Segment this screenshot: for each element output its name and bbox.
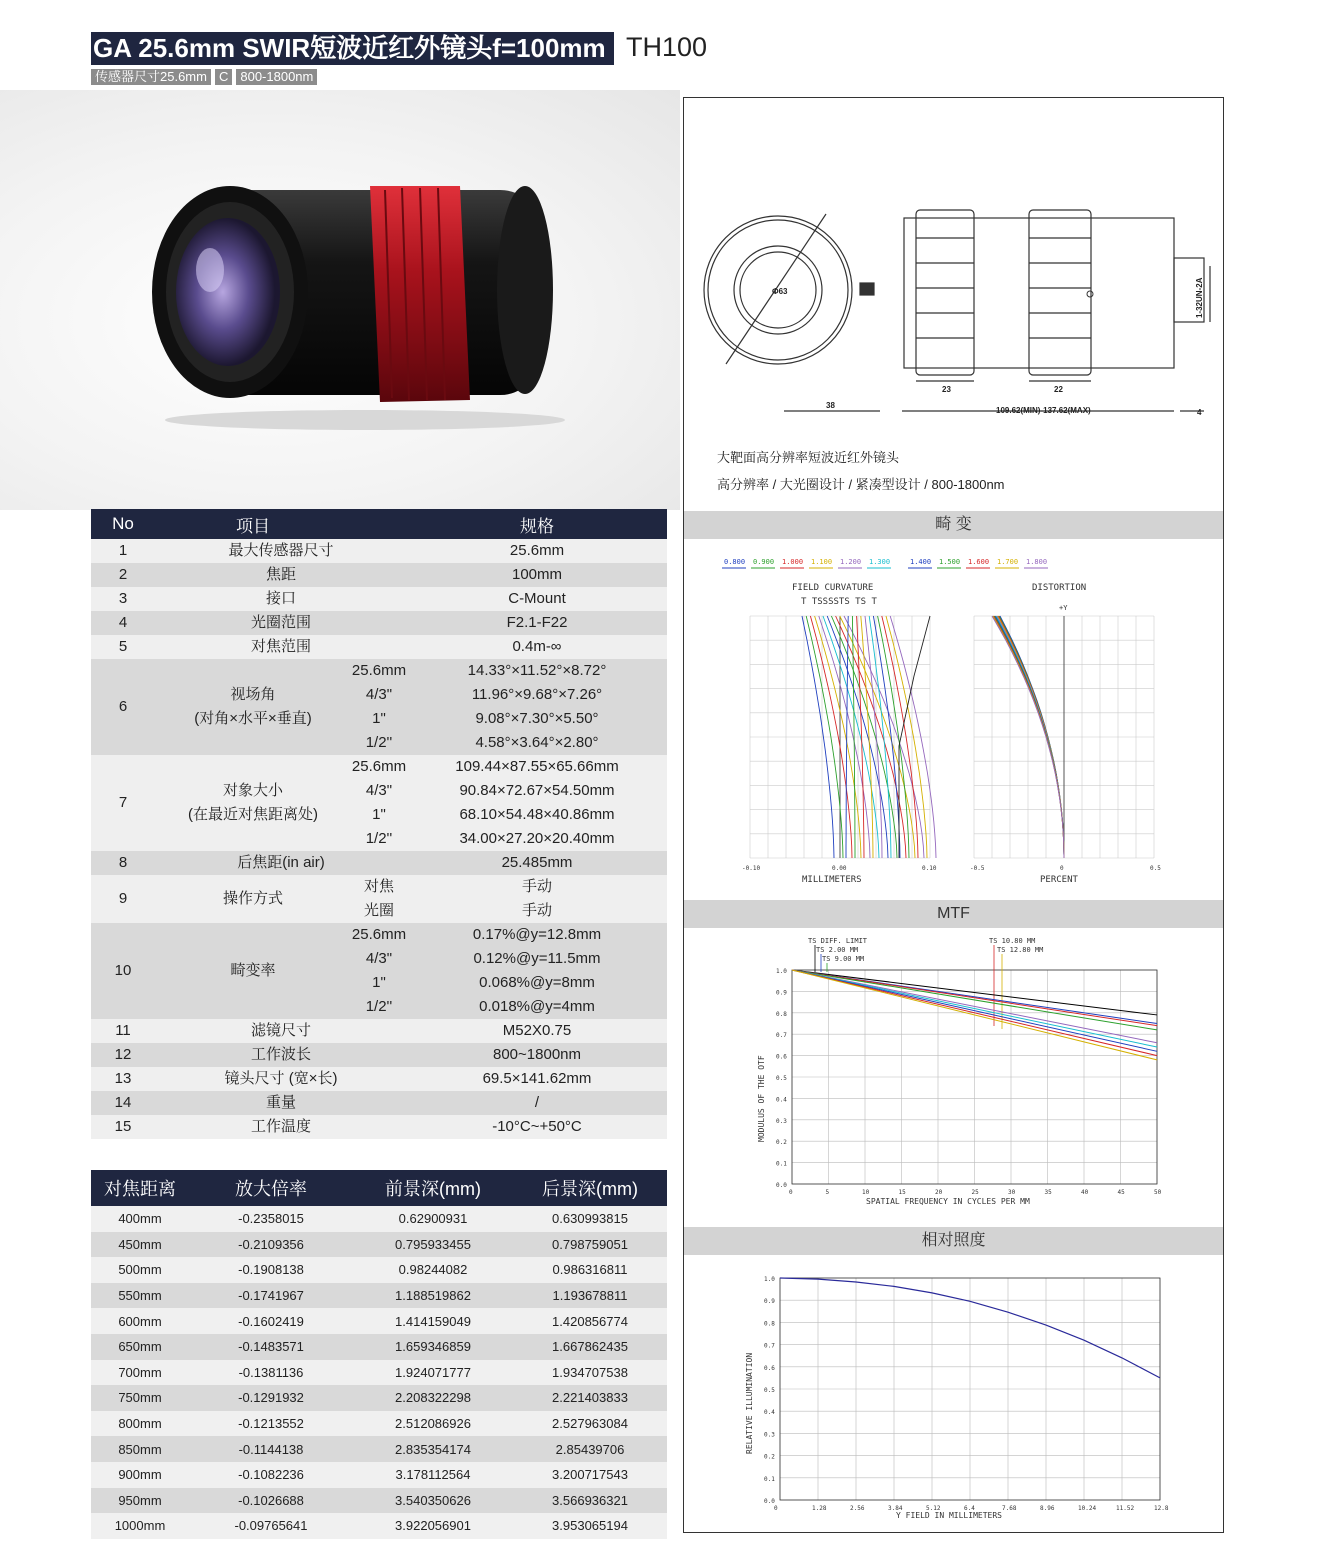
fc-xtick: 0.10 <box>922 865 937 872</box>
fc-xtick: 0.00 <box>832 865 847 872</box>
illum-xtick: 2.56 <box>850 1505 865 1512</box>
illum-ytick: 0.1 <box>764 1475 775 1483</box>
dim-flange: 4 <box>1197 408 1202 417</box>
table-row: 8 后焦距(in air) 25.485mm <box>91 851 667 875</box>
illum-ylabel: RELATIVE ILLUMINATION <box>745 1352 754 1454</box>
dist-axis-y: +Y <box>1059 604 1068 612</box>
illum-ytick: 0.0 <box>764 1498 775 1505</box>
legend-label: 0.900 <box>753 558 775 566</box>
legend-label: 1.800 <box>1026 558 1048 566</box>
distortion-plot <box>684 546 1223 896</box>
table-row: 2 焦距 100mm <box>91 563 667 587</box>
table-row: 7 对象大小 (在最近对焦距离处) 25.6mm 109.44×87.55×65.66mm <box>91 755 667 779</box>
illum-xlabel: Y FIELD IN MILLIMETERS <box>896 1511 1002 1520</box>
mtf-annotation: TS 10.80 MM <box>989 937 1036 945</box>
table-row: 950mm -0.1026688 3.540350626 3.566936321 <box>91 1488 667 1514</box>
illum-xtick: 0 <box>774 1505 778 1512</box>
illum-ytick: 1.0 <box>764 1276 775 1283</box>
tag-wavelength: 800-1800nm <box>236 69 317 85</box>
table-row: 500mm -0.1908138 0.98244082 0.986316811 <box>91 1257 667 1283</box>
table-row: 900mm -0.1082236 3.178112564 3.200717543 <box>91 1462 667 1488</box>
mtf-xtick: 45 <box>1117 1189 1125 1196</box>
mtf-ytick: 0.4 <box>776 1096 787 1104</box>
table-row: 13 镜头尺寸 (宽×长) 69.5×141.62mm <box>91 1067 667 1091</box>
dist-xlabel: PERCENT <box>1040 875 1078 885</box>
table-row: 1/2'' 4.58°×3.64°×2.80° <box>91 731 667 755</box>
mtf-xtick: 50 <box>1154 1189 1162 1196</box>
mtf-xtick: 40 <box>1081 1189 1089 1196</box>
legend-label: 1.600 <box>968 558 990 566</box>
mtf-annotation: TS 2.00 MM <box>816 946 859 954</box>
legend-label: 0.800 <box>724 558 746 566</box>
dist-xtick: -0.5 <box>970 865 985 872</box>
product-description: 大靶面高分辨率短波近红外镜头 <box>717 450 900 465</box>
focus-header-row <box>91 1170 667 1206</box>
mtf-xlabel: SPATIAL FREQUENCY IN CYCLES PER MM <box>866 1197 1030 1206</box>
table-row: 1/2'' 0.018%@y=4mm <box>91 995 667 1019</box>
mtf-xtick: 0 <box>789 1189 793 1196</box>
section-distortion: 畸 变 <box>684 511 1223 539</box>
table-row: 6 视场角 (对角×水平×垂直) 25.6mm 14.33°×11.52°×8.72° <box>91 659 667 683</box>
mtf-plot <box>684 932 1223 1222</box>
dim-length: 109.62(MIN)-137.62(MAX) <box>996 406 1091 415</box>
table-row: 650mm -0.1483571 1.659346859 1.667862435 <box>91 1334 667 1360</box>
illum-xtick: 8.96 <box>1040 1505 1055 1512</box>
section-mtf: MTF <box>684 900 1223 928</box>
section-illumination: 相对照度 <box>684 1227 1223 1255</box>
table-row: 400mm -0.2358015 0.62900931 0.630993815 <box>91 1206 667 1232</box>
technical-panel <box>683 97 1224 1533</box>
legend-label: 1.100 <box>811 558 833 566</box>
illum-ytick: 0.9 <box>764 1298 775 1306</box>
table-row: 1" 68.10×54.48×40.86mm <box>91 803 667 827</box>
table-row: 850mm -0.1144138 2.835354174 2.85439706 <box>91 1436 667 1462</box>
col-no: No <box>91 509 155 539</box>
dimension-drawing <box>684 98 1223 438</box>
illum-xtick: 10.24 <box>1078 1505 1097 1512</box>
table-row: 550mm -0.1741967 1.188519862 1.193678811 <box>91 1283 667 1309</box>
spec-header-row <box>91 509 667 539</box>
col-spec: 规格 <box>407 509 667 539</box>
dim-front-diameter: Φ63 <box>772 287 788 296</box>
table-row: 12 工作波长 800~1800nm <box>91 1043 667 1067</box>
illum-ytick: 0.5 <box>764 1387 775 1394</box>
mtf-annotation: TS DIFF. LIMIT <box>808 937 868 945</box>
mtf-annotation: TS 12.80 MM <box>997 946 1044 954</box>
mtf-xtick: 25 <box>971 1189 979 1196</box>
table-row: 5 对焦范围 0.4m-∞ <box>91 635 667 659</box>
illum-xtick: 7.68 <box>1002 1505 1017 1512</box>
spec-table <box>91 509 667 1139</box>
table-row: 4/3" 11.96°×9.68°×7.26° <box>91 683 667 707</box>
illum-ytick: 0.8 <box>764 1320 775 1328</box>
mtf-xtick: 10 <box>862 1189 870 1196</box>
tag-mount: C <box>215 69 232 85</box>
table-row: 1000mm -0.09765641 3.922056901 3.953065194 <box>91 1513 667 1539</box>
mtf-ytick: 0.7 <box>776 1032 787 1040</box>
mtf-ylabel: MODULUS OF THE OTF <box>757 1055 766 1142</box>
dist-title: DISTORTION <box>1032 583 1087 593</box>
mtf-ytick: 0.5 <box>776 1075 787 1082</box>
table-row: 800mm -0.1213552 2.512086926 2.527963084 <box>91 1411 667 1437</box>
mtf-xtick: 30 <box>1008 1189 1016 1196</box>
mtf-ytick: 0.1 <box>776 1160 787 1168</box>
table-row: 600mm -0.1602419 1.414159049 1.420856774 <box>91 1308 667 1334</box>
relative-illumination-plot <box>684 1258 1223 1528</box>
illum-xtick: 12.8 <box>1154 1505 1169 1512</box>
legend-label: 1.400 <box>910 558 932 566</box>
dim-ring1: 23 <box>942 385 951 394</box>
product-title: GA 25.6mm SWIR短波近红外镜头f=100mm <box>91 32 614 65</box>
col-rear-dof: 后景深(mm) <box>513 1170 667 1206</box>
mtf-xtick: 15 <box>898 1189 906 1196</box>
table-row: 700mm -0.1381136 1.924071777 1.934707538 <box>91 1360 667 1386</box>
illum-xtick: 5.12 <box>926 1505 941 1512</box>
dim-front-depth: 38 <box>826 401 835 410</box>
table-row: 14 重量 / <box>91 1091 667 1115</box>
focus-distance-table <box>91 1170 667 1539</box>
table-row: 750mm -0.1291932 2.208322298 2.221403833 <box>91 1385 667 1411</box>
legend-label: 1.300 <box>869 558 891 566</box>
dist-xtick: 0.5 <box>1150 865 1161 872</box>
illum-ytick: 0.3 <box>764 1431 775 1439</box>
table-row: 1/2'' 34.00×27.20×20.40mm <box>91 827 667 851</box>
table-row: 4/3" 90.84×72.67×54.50mm <box>91 779 667 803</box>
table-row: 1" 0.068%@y=8mm <box>91 971 667 995</box>
col-front-dof: 前景深(mm) <box>353 1170 513 1206</box>
mtf-ytick: 0.2 <box>776 1139 787 1147</box>
illum-xtick: 6.4 <box>964 1505 975 1512</box>
dist-xtick: 0 <box>1060 865 1064 872</box>
mtf-ytick: 0.8 <box>776 1010 787 1018</box>
mtf-xtick: 5 <box>825 1189 830 1196</box>
lens-product-image <box>140 170 570 430</box>
table-row: 9 操作方式 对焦 手动 <box>91 875 667 899</box>
tag-sensor: 传感器尺寸25.6mm <box>91 69 211 85</box>
mtf-ytick: 0.3 <box>776 1117 787 1125</box>
fc-ts-labels: T TSSSSTS TS T <box>801 597 877 607</box>
table-row: 1" 9.08°×7.30°×5.50° <box>91 707 667 731</box>
table-row: 4/3" 0.12%@y=11.5mm <box>91 947 667 971</box>
illum-ytick: 0.6 <box>764 1364 775 1372</box>
legend-label: 1.200 <box>840 558 862 566</box>
table-row: 11 滤镜尺寸 M52X0.75 <box>91 1019 667 1043</box>
mtf-xtick: 35 <box>1044 1189 1052 1196</box>
table-row: 光圈 手动 <box>91 899 667 923</box>
illum-xtick: 3.84 <box>888 1505 903 1512</box>
fc-xlabel: MILLIMETERS <box>802 875 862 885</box>
legend-label: 1.000 <box>782 558 804 566</box>
mtf-xtick: 20 <box>935 1189 943 1196</box>
fc-xtick: -0.10 <box>742 865 761 872</box>
legend-label: 1.500 <box>939 558 961 566</box>
mtf-ytick: 0.0 <box>776 1182 787 1189</box>
table-row: 10 畸变率 25.6mm 0.17%@y=12.8mm <box>91 923 667 947</box>
illum-xtick: 11.52 <box>1116 1505 1135 1512</box>
table-row: 4 光圈范围 F2.1-F22 <box>91 611 667 635</box>
mtf-ytick: 0.9 <box>776 989 787 997</box>
col-magnification: 放大倍率 <box>189 1170 353 1206</box>
tag-row <box>91 68 321 86</box>
illum-xtick: 1.28 <box>812 1505 827 1512</box>
product-features: 高分辨率 / 大光圈设计 / 紧凑型设计 / 800-1800nm <box>717 477 1005 492</box>
table-row: 450mm -0.2109356 0.795933455 0.798759051 <box>91 1232 667 1258</box>
illum-ytick: 0.7 <box>764 1342 775 1350</box>
table-row: 3 接口 C-Mount <box>91 587 667 611</box>
mtf-ytick: 0.6 <box>776 1053 787 1061</box>
illum-ytick: 0.4 <box>764 1409 775 1417</box>
illum-ytick: 0.2 <box>764 1453 775 1461</box>
table-row: 1 最大传感器尺寸 25.6mm <box>91 539 667 563</box>
model-number: TH100 <box>626 32 708 62</box>
mtf-annotation: TS 9.00 MM <box>822 955 865 963</box>
fc-title: FIELD CURVATURE <box>792 583 874 593</box>
legend-label: 1.700 <box>997 558 1019 566</box>
dim-mount-thread: 1-32UN-2A <box>1195 277 1204 318</box>
mtf-ytick: 1.0 <box>776 968 787 975</box>
table-row: 15 工作温度 -10°C~+50°C <box>91 1115 667 1139</box>
page-header <box>91 32 708 84</box>
col-item: 项目 <box>155 509 351 539</box>
col-focus-distance: 对焦距离 <box>91 1170 189 1206</box>
dim-ring2: 22 <box>1054 385 1063 394</box>
